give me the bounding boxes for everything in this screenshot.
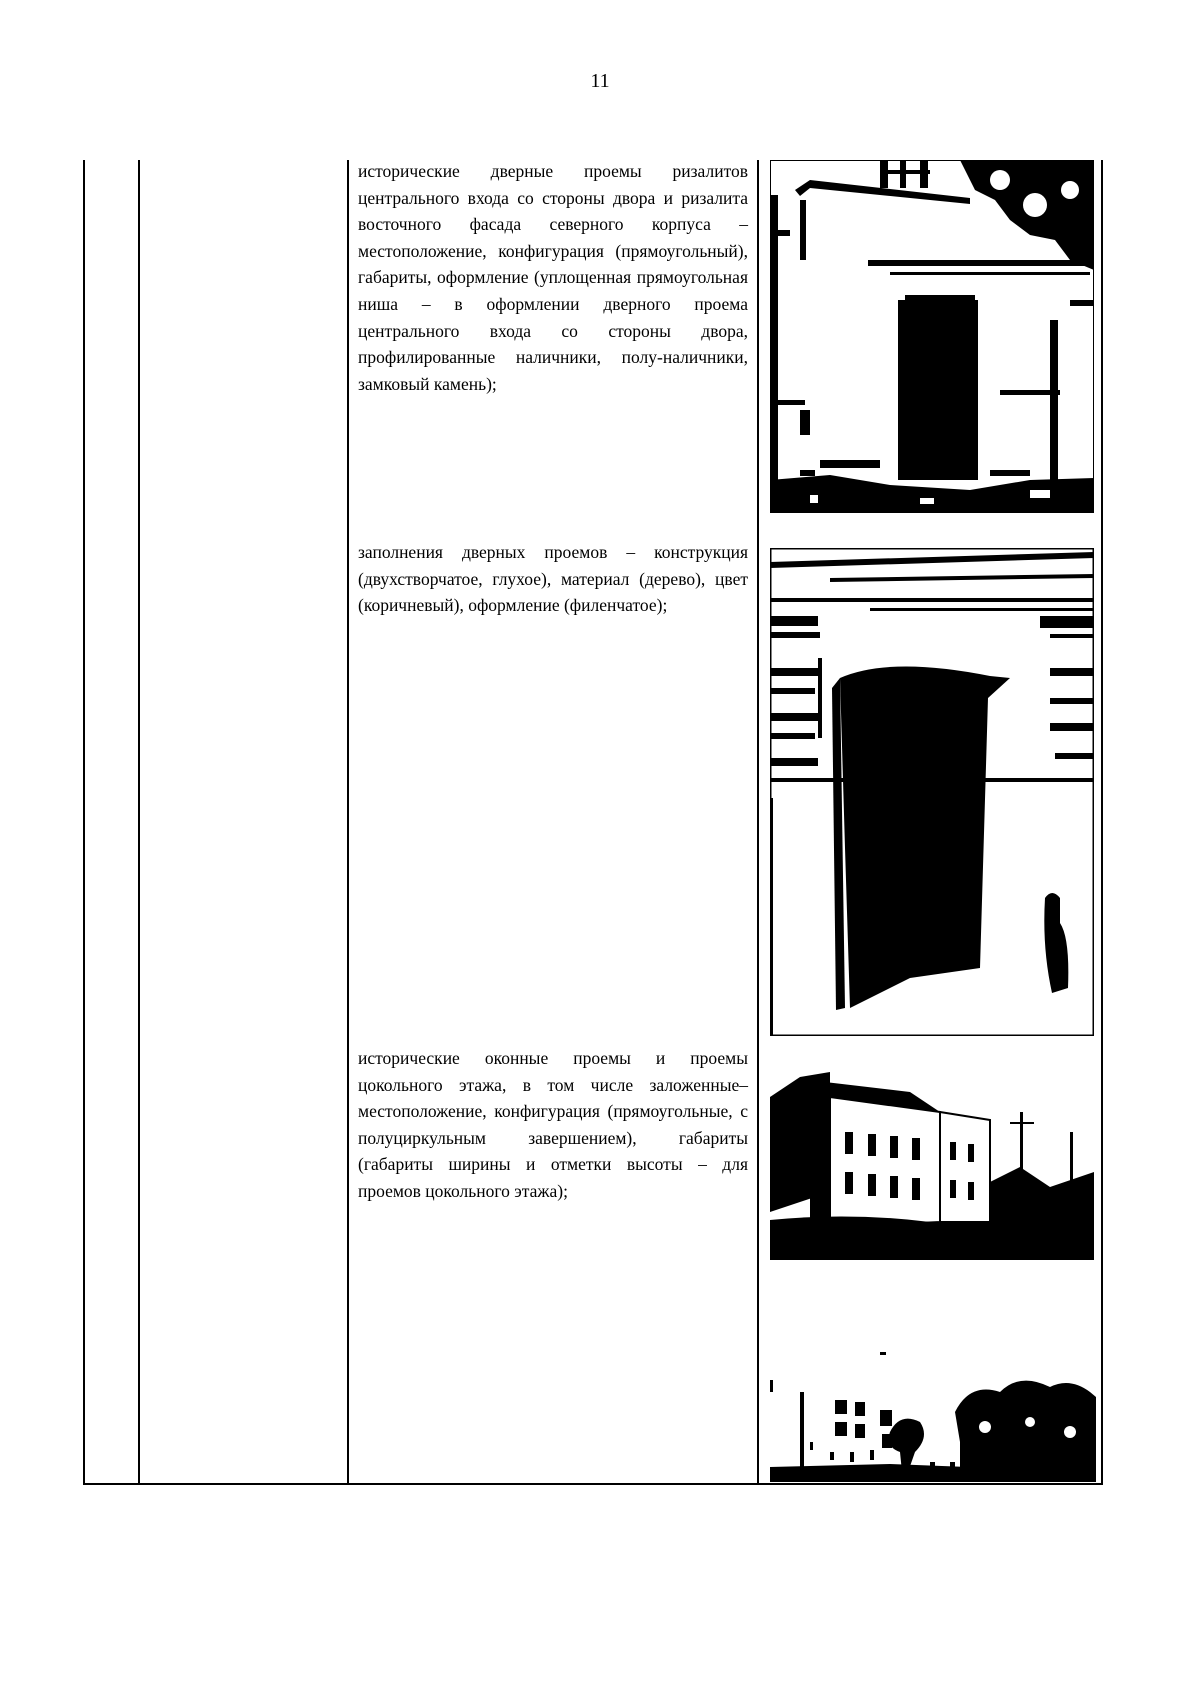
feature-description-door-fill: заполнения дверных проемов – конструкция (двухстворчатое, глухое), материал (дерево), цвет (коричневый), оформление (филенчатое); <box>358 542 748 616</box>
column-divider <box>347 160 349 1483</box>
page-number: 11 <box>590 70 610 92</box>
column-divider <box>138 160 140 1483</box>
column-divider <box>757 160 759 1483</box>
doorway-photo-icon <box>770 160 1094 513</box>
street-view-photo-icon <box>770 1352 1096 1482</box>
feature-description-windows: исторические оконные проемы и проемы цокольного этажа, в том числе заложенные– местоположение, конфигурация (прямоугольные, с полуциркульным завершением), габариты (габариты ширины и отметки высоты – для проемов цокольного этажа); <box>358 1048 748 1201</box>
door-fill-photo-icon <box>770 548 1094 1036</box>
building-facade-photo-icon <box>770 1072 1094 1260</box>
feature-description-doorways: исторические дверные проемы ризалитов центрального входа со стороны двора и ризалита восточного фасада северного корпуса – местоположение, конфигурация (прямоугольный), габариты, оформление (уплощенная прямоугольная ниша – в оформлении дверного проема центрального входа со стороны двора, профилированные наличники, полу-наличники, замковый камень); <box>358 161 748 394</box>
